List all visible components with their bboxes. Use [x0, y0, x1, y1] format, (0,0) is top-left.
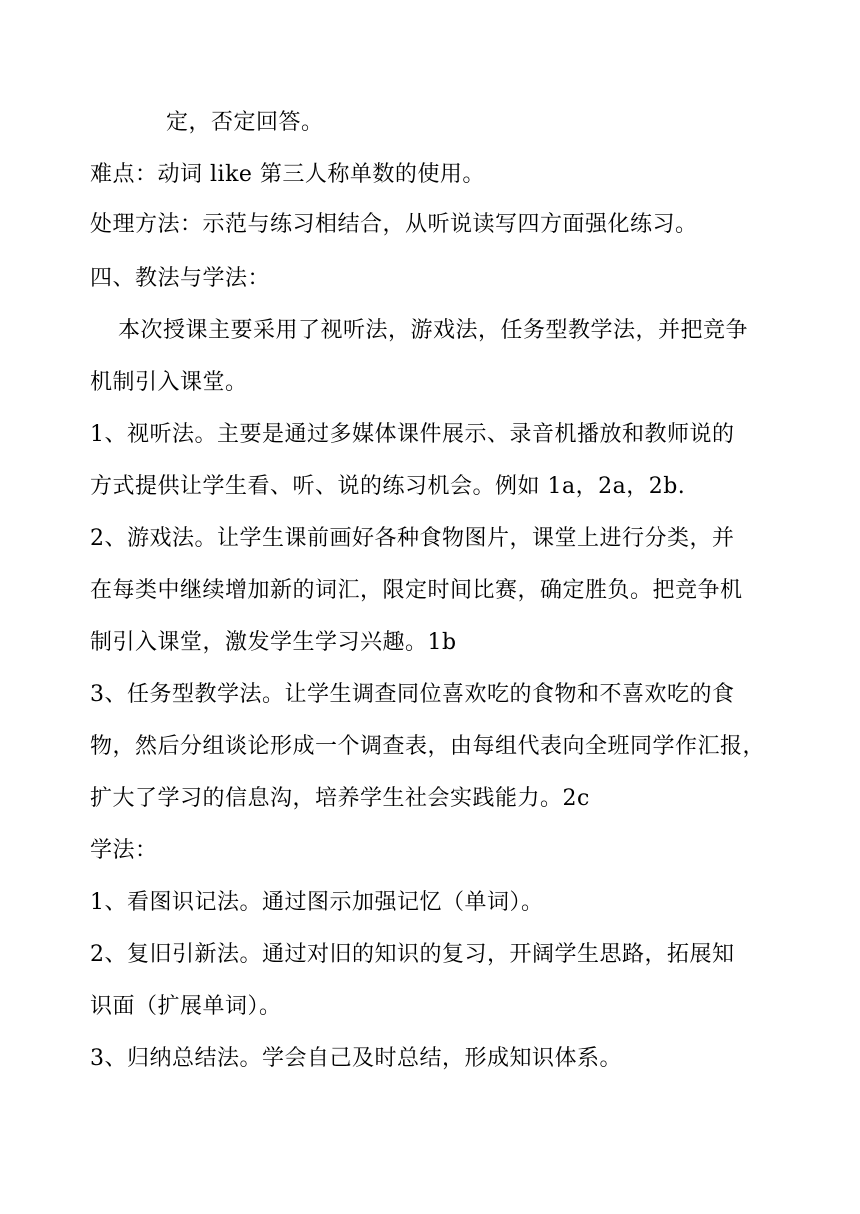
- text-line: 3、归纳总结法。学会自己及时总结，形成知识体系。: [90, 1046, 622, 1071]
- text-line: 方式提供让学生看、听、说的练习机会。例如 1a，2a，2b.: [90, 474, 686, 499]
- section-heading: 学法：: [90, 838, 158, 863]
- text-line: 在每类中继续增加新的词汇，限定时间比赛，确定胜负。把竞争机: [90, 578, 743, 603]
- text-line: 1、看图识记法。通过图示加强记忆（单词）。: [90, 890, 544, 915]
- text-line: 扩大了学习的信息沟，培养学生社会实践能力。2c: [90, 786, 590, 811]
- text-line: 难点：动词 like 第三人称单数的使用。: [90, 162, 485, 187]
- section-heading: 四、教法与学法：: [90, 266, 271, 291]
- text-line: 2、游戏法。让学生课前画好各种食物图片，课堂上进行分类，并: [90, 526, 735, 551]
- text-line: 本次授课主要采用了视听法，游戏法，任务型教学法，并把竞争: [118, 318, 749, 343]
- text-line: 物，然后分组谈论形成一个调查表，由每组代表向全班同学作汇报，: [90, 734, 766, 759]
- text-line: 制引入课堂，激发学生学习兴趣。1b: [90, 630, 457, 655]
- text-line: 1、视听法。主要是通过多媒体课件展示、录音机播放和教师说的: [90, 422, 735, 447]
- text-line: 处理方法：示范与练习相结合，从听说读写四方面强化练习。: [90, 212, 698, 237]
- text-line: 2、复旧引新法。通过对旧的知识的复习，开阔学生思路，拓展知: [90, 942, 735, 967]
- text-line: 3、任务型教学法。让学生调查同位喜欢吃的食物和不喜欢吃的食: [90, 682, 735, 707]
- text-line: 定，否定回答。: [166, 110, 324, 135]
- text-line: 识面（扩展单词）。: [90, 994, 282, 1019]
- text-line: 机制引入课堂。: [90, 370, 248, 395]
